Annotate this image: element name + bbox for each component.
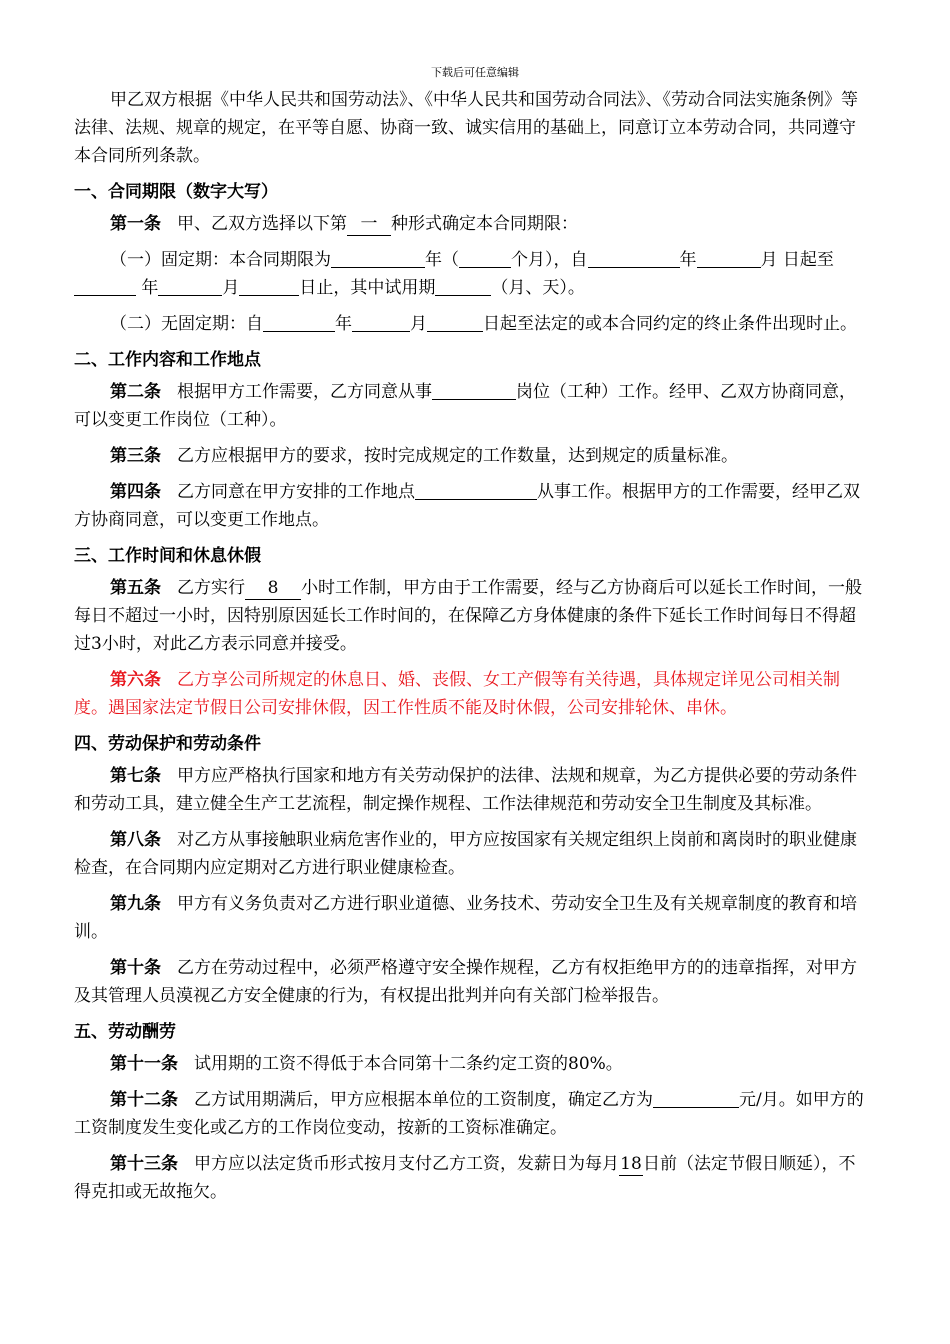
article-7 [74,762,864,818]
article-13-text-a: 甲方应以法定货币形式按月支付乙方工资，发薪日为每月 [194,1154,619,1174]
blank-probation [435,277,491,296]
fixed-term-text-9: 日止，其中试用期 [299,278,436,298]
article-1-choice: 一 [347,213,391,236]
article-8 [74,826,864,882]
article-1 [74,210,864,238]
article-3 [74,442,864,470]
blank-years [331,249,425,268]
article-1-text-b: 种形式确定本合同期限： [391,214,578,234]
open-term-text-2: 年 [335,314,352,334]
fixed-term-text-2: 年（ [425,250,459,270]
article-9-text: 甲方有义务负责对乙方进行职业道德、业务技术、劳动安全卫生及有关规章制度的教育和培训。 [74,894,857,942]
article-5-text-a: 乙方实行 [177,578,245,598]
article-11 [74,1050,864,1078]
article-12-text-b: 元/月。如甲方的工资制度发生变化或乙方的工作岗位变动，按新的工资标准确定。 [74,1090,864,1138]
blank-work-location [415,481,537,500]
article-5-label: 第五条 [110,578,161,598]
section-heading-work: 二、工作内容和工作地点 [74,350,261,370]
article-7-text: 甲方应严格执行国家和地方有关劳动保护的法律、法规和规章，为乙方提供必要的劳动条件和劳动工具，建立健全生产工艺流程，制定操作规程、工作法律规范和劳动安全卫生制度及其标准。 [74,766,857,814]
article-9 [74,890,864,946]
article-3-label: 第三条 [110,446,161,466]
article-1-text-a: 甲、乙双方选择以下第 [177,214,347,234]
article-2-text-b: 岗位（工种）工作。经甲、乙双方协商同意，可以变更工作岗位（工种）。 [74,382,856,430]
fixed-term-text-6: 日起至 [782,250,834,270]
article-6-text: 乙方享公司所规定的休息日、婚、丧假、女工产假等有关待遇，具体规定详见公司相关制度。遇国家法定节假日公司安排休假，因工作性质不能及时休假，公司安排轮休、串休。 [74,670,840,718]
article-10-text: 乙方在劳动过程中，必须严格遵守安全操作规程，乙方有权拒绝甲方的的违章指挥，对甲方及其管理人员漠视乙方安全健康的行为，有权提出批判并向有关部门检举报告。 [74,958,857,1006]
article-10-label: 第十条 [110,958,161,978]
article-13-payday: 18 [620,1154,642,1174]
article-12-text-a: 乙方试用期满后，甲方应根据本单位的工资制度，确定乙方为 [194,1090,653,1110]
article-10 [74,954,864,1010]
article-6 [74,666,864,722]
article-13 [74,1150,864,1206]
header-note: 下载后可任意编辑 [431,66,519,79]
blank-position [432,381,516,400]
article-4-label: 第四条 [110,482,161,502]
article-2-label: 第二条 [110,382,161,402]
article-11-label: 第十一条 [110,1054,178,1074]
blank-end-day [239,277,299,296]
fixed-term-text-4: 年 [679,250,697,270]
section-heading-term: 一、合同期限（数字大写） [74,182,278,202]
article-12 [74,1086,864,1142]
article-2 [74,378,864,434]
fixed-term-text-8: 月 [222,278,240,298]
article-5-hours: 8 [245,577,301,600]
article-5-text-b: 小时工作制，甲方由于工作需要，经与乙方协商后可以延长工作时间，一般每日不超过一小时，因特别原因延长工作时间的，在保障乙方身体健康的条件下延长工作时间每日不得超过3小时，对此乙方表示同意并接受。 [74,578,862,654]
section-heading-hours: 三、工作时间和休息休假 [74,546,261,566]
article-4-text-a: 乙方同意在甲方安排的工作地点 [177,482,415,502]
blank-open-month [352,313,410,332]
blank-start-year [588,249,680,268]
contract-body [74,86,864,1214]
article-7-label: 第七条 [110,766,161,786]
article-11-text: 试用期的工资不得低于本合同第十二条约定工资的80%。 [194,1054,623,1074]
article-9-label: 第九条 [110,894,161,914]
open-term-text-1: （二）无固定期：自 [110,314,263,334]
blank-start-month [697,249,761,268]
article-13-label: 第十三条 [110,1154,178,1174]
article-4-text-b: 从事工作。根据甲方的工作需要，经甲乙双方协商同意，可以变更工作地点。 [74,482,860,530]
article-4 [74,478,864,534]
section-heading-protection: 四、劳动保护和劳动条件 [74,734,261,754]
blank-open-year [263,313,335,332]
open-term-text-4: 日起至法定的或本合同约定的终止条件出现时止。 [483,314,857,334]
fixed-term-text-5: 月 [760,250,778,270]
article-3-text: 乙方应根据甲方的要求，按时完成规定的工作数量，达到规定的质量标准。 [177,446,738,466]
article-2-text-a: 根据甲方工作需要，乙方同意从事 [177,382,432,402]
article-6-label: 第六条 [110,670,161,690]
blank-end-month [158,277,222,296]
open-term-text-3: 月 [410,314,427,334]
blank-open-day [427,313,483,332]
fixed-term-text-3: 个月），自 [511,250,588,270]
blank-end-year [74,277,136,296]
blank-months [459,249,511,268]
fixed-term-clause [74,246,864,302]
article-5 [74,574,864,658]
article-8-text: 对乙方从事接触职业病危害作业的，甲方应按国家有关规定组织上岗前和离岗时的职业健康检查，在合同期内应定期对乙方进行职业健康检查。 [74,830,857,878]
fixed-term-text-10: （月、天）。 [491,278,585,298]
open-term-clause [74,310,864,338]
fixed-term-text-1: （一）固定期：本合同期限为 [110,250,331,270]
section-heading-pay: 五、劳动酬劳 [74,1022,176,1042]
article-8-label: 第八条 [110,830,161,850]
fixed-term-text-7: 年 [141,278,159,298]
blank-monthly-salary [653,1089,739,1108]
article-12-label: 第十二条 [110,1090,178,1110]
article-1-label: 第一条 [110,214,161,234]
intro-paragraph: 甲乙双方根据《中华人民共和国劳动法》、《中华人民共和国劳动合同法》、《劳动合同法实施条例》等法律、法规、规章的规定，在平等自愿、协商一致、诚实信用的基础上，同意订立本劳动合同，共同遵守本合同所列条款。 [74,90,858,166]
article-13-text-b: 日前（法定节假日顺延），不得克扣或无故拖欠。 [74,1154,856,1202]
